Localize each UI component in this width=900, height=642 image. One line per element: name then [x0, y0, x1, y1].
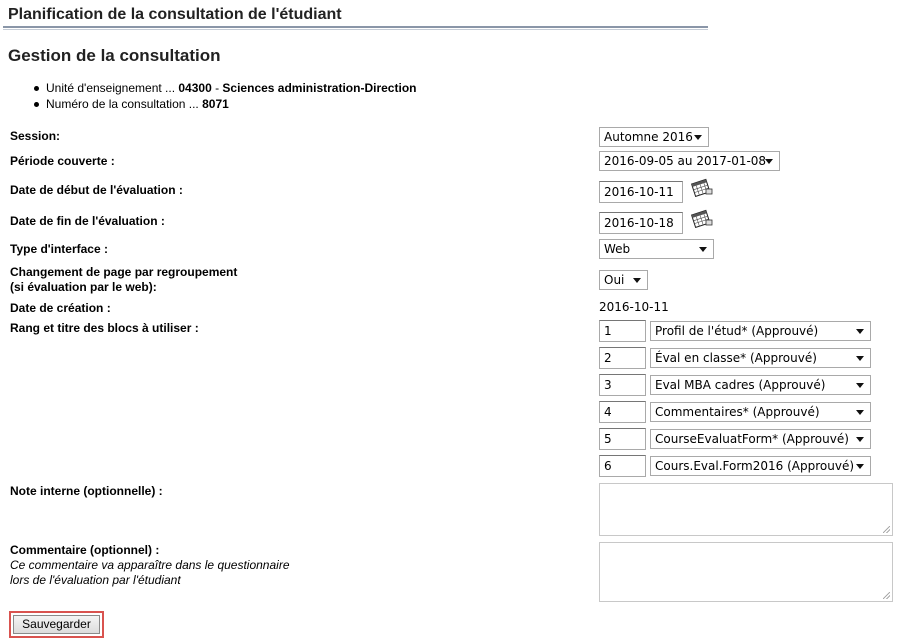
chevron-down-icon — [856, 356, 864, 361]
block-title-select[interactable] — [650, 375, 871, 395]
start-date-label: Date de début de l'évaluation : — [10, 183, 183, 197]
comment-textarea[interactable] — [599, 542, 893, 602]
comment-help-line2: lors de l'évaluation par l'étudiant — [10, 573, 181, 587]
info-unit-label: Unité d'enseignement ... — [46, 81, 179, 95]
block-rank-input[interactable]: 5 — [599, 428, 646, 450]
block-title-select[interactable] — [650, 429, 871, 449]
block-rank-input[interactable]: 3 — [599, 374, 646, 396]
period-label: Période couverte : — [10, 154, 115, 168]
chevron-down-icon — [856, 437, 864, 442]
end-date-input[interactable]: 2016-10-18 — [599, 212, 683, 234]
session-select-value: Automne 2016 — [604, 130, 693, 144]
end-date-label: Date de fin de l'évaluation : — [10, 214, 165, 228]
block-title-value: CourseEvaluatForm* (Approuvé) — [655, 432, 849, 446]
resize-grip-icon[interactable] — [883, 526, 890, 533]
info-unit — [34, 80, 416, 96]
block-title-select[interactable] — [650, 402, 871, 422]
session-select[interactable] — [599, 127, 709, 147]
creation-date-value: 2016-10-11 — [599, 300, 669, 314]
info-unit-code: 04300 — [178, 81, 212, 95]
chevron-down-icon — [694, 135, 702, 140]
block-title-select[interactable] — [650, 456, 871, 476]
info-consultation-number: 8071 — [202, 97, 229, 111]
title-divider-shadow — [3, 29, 708, 30]
page-change-label-line1: Changement de page par regroupement — [10, 265, 238, 279]
save-button[interactable]: Sauvegarder — [13, 615, 100, 634]
interface-type-select-value: Web — [604, 242, 631, 256]
blocks-label: Rang et titre des blocs à utiliser : — [10, 321, 199, 335]
block-title-value: Commentaires* (Approuvé) — [655, 405, 820, 419]
block-title-value: Cours.Eval.Form2016 (Approuvé) — [655, 459, 855, 473]
page-title: Planification de la consultation de l'étudiant — [8, 6, 342, 23]
chevron-down-icon — [699, 247, 707, 252]
internal-note-label: Note interne (optionnelle) : — [10, 484, 163, 498]
chevron-down-icon — [856, 464, 864, 469]
page-change-label — [10, 265, 237, 295]
start-date-input[interactable]: 2016-10-11 — [599, 181, 683, 203]
block-rank-input[interactable]: 6 — [599, 455, 646, 477]
block-title-select[interactable] — [650, 321, 871, 341]
page-change-label-line2: (si évaluation par le web): — [10, 280, 157, 294]
info-consultation-label: Numéro de la consultation ... — [46, 97, 203, 111]
session-label: Session: — [10, 129, 61, 143]
chevron-down-icon — [765, 159, 773, 164]
comment-label — [10, 543, 290, 588]
period-select[interactable] — [599, 151, 780, 171]
info-consultation — [34, 96, 416, 112]
block-title-value: Eval MBA cadres (Approuvé) — [655, 378, 826, 392]
block-title-select[interactable] — [650, 348, 871, 368]
calendar-icon[interactable] — [690, 208, 714, 228]
block-title-value: Éval en classe* (Approuvé) — [655, 351, 817, 365]
consultation-info-list — [34, 80, 416, 112]
period-select-value: 2016-09-05 au 2017-01-08 — [604, 154, 767, 168]
chevron-down-icon — [856, 410, 864, 415]
block-rank-input[interactable]: 4 — [599, 401, 646, 423]
chevron-down-icon — [633, 278, 641, 283]
calendar-icon[interactable] — [690, 177, 714, 197]
page-change-select[interactable] — [599, 270, 648, 290]
save-button-highlight — [9, 611, 104, 638]
block-rank-input[interactable]: 1 — [599, 320, 646, 342]
page-change-select-value: Oui — [604, 273, 625, 287]
comment-help-line1: Ce commentaire va apparaître dans le questionnaire — [10, 558, 290, 572]
creation-date-label: Date de création : — [10, 301, 111, 315]
resize-grip-icon[interactable] — [883, 592, 890, 599]
comment-label-title: Commentaire (optionnel) : — [10, 543, 160, 557]
info-unit-separator: - — [211, 81, 223, 95]
info-unit-name: Sciences administration-Direction — [222, 81, 417, 95]
chevron-down-icon — [856, 329, 864, 334]
block-rank-input[interactable]: 2 — [599, 347, 646, 369]
block-title-value: Profil de l'étud* (Approuvé) — [655, 324, 819, 338]
interface-type-label: Type d'interface : — [10, 242, 108, 256]
section-title: Gestion de la consultation — [8, 46, 221, 65]
internal-note-textarea[interactable] — [599, 483, 893, 536]
title-divider — [3, 26, 708, 28]
chevron-down-icon — [856, 383, 864, 388]
interface-type-select[interactable] — [599, 239, 714, 259]
